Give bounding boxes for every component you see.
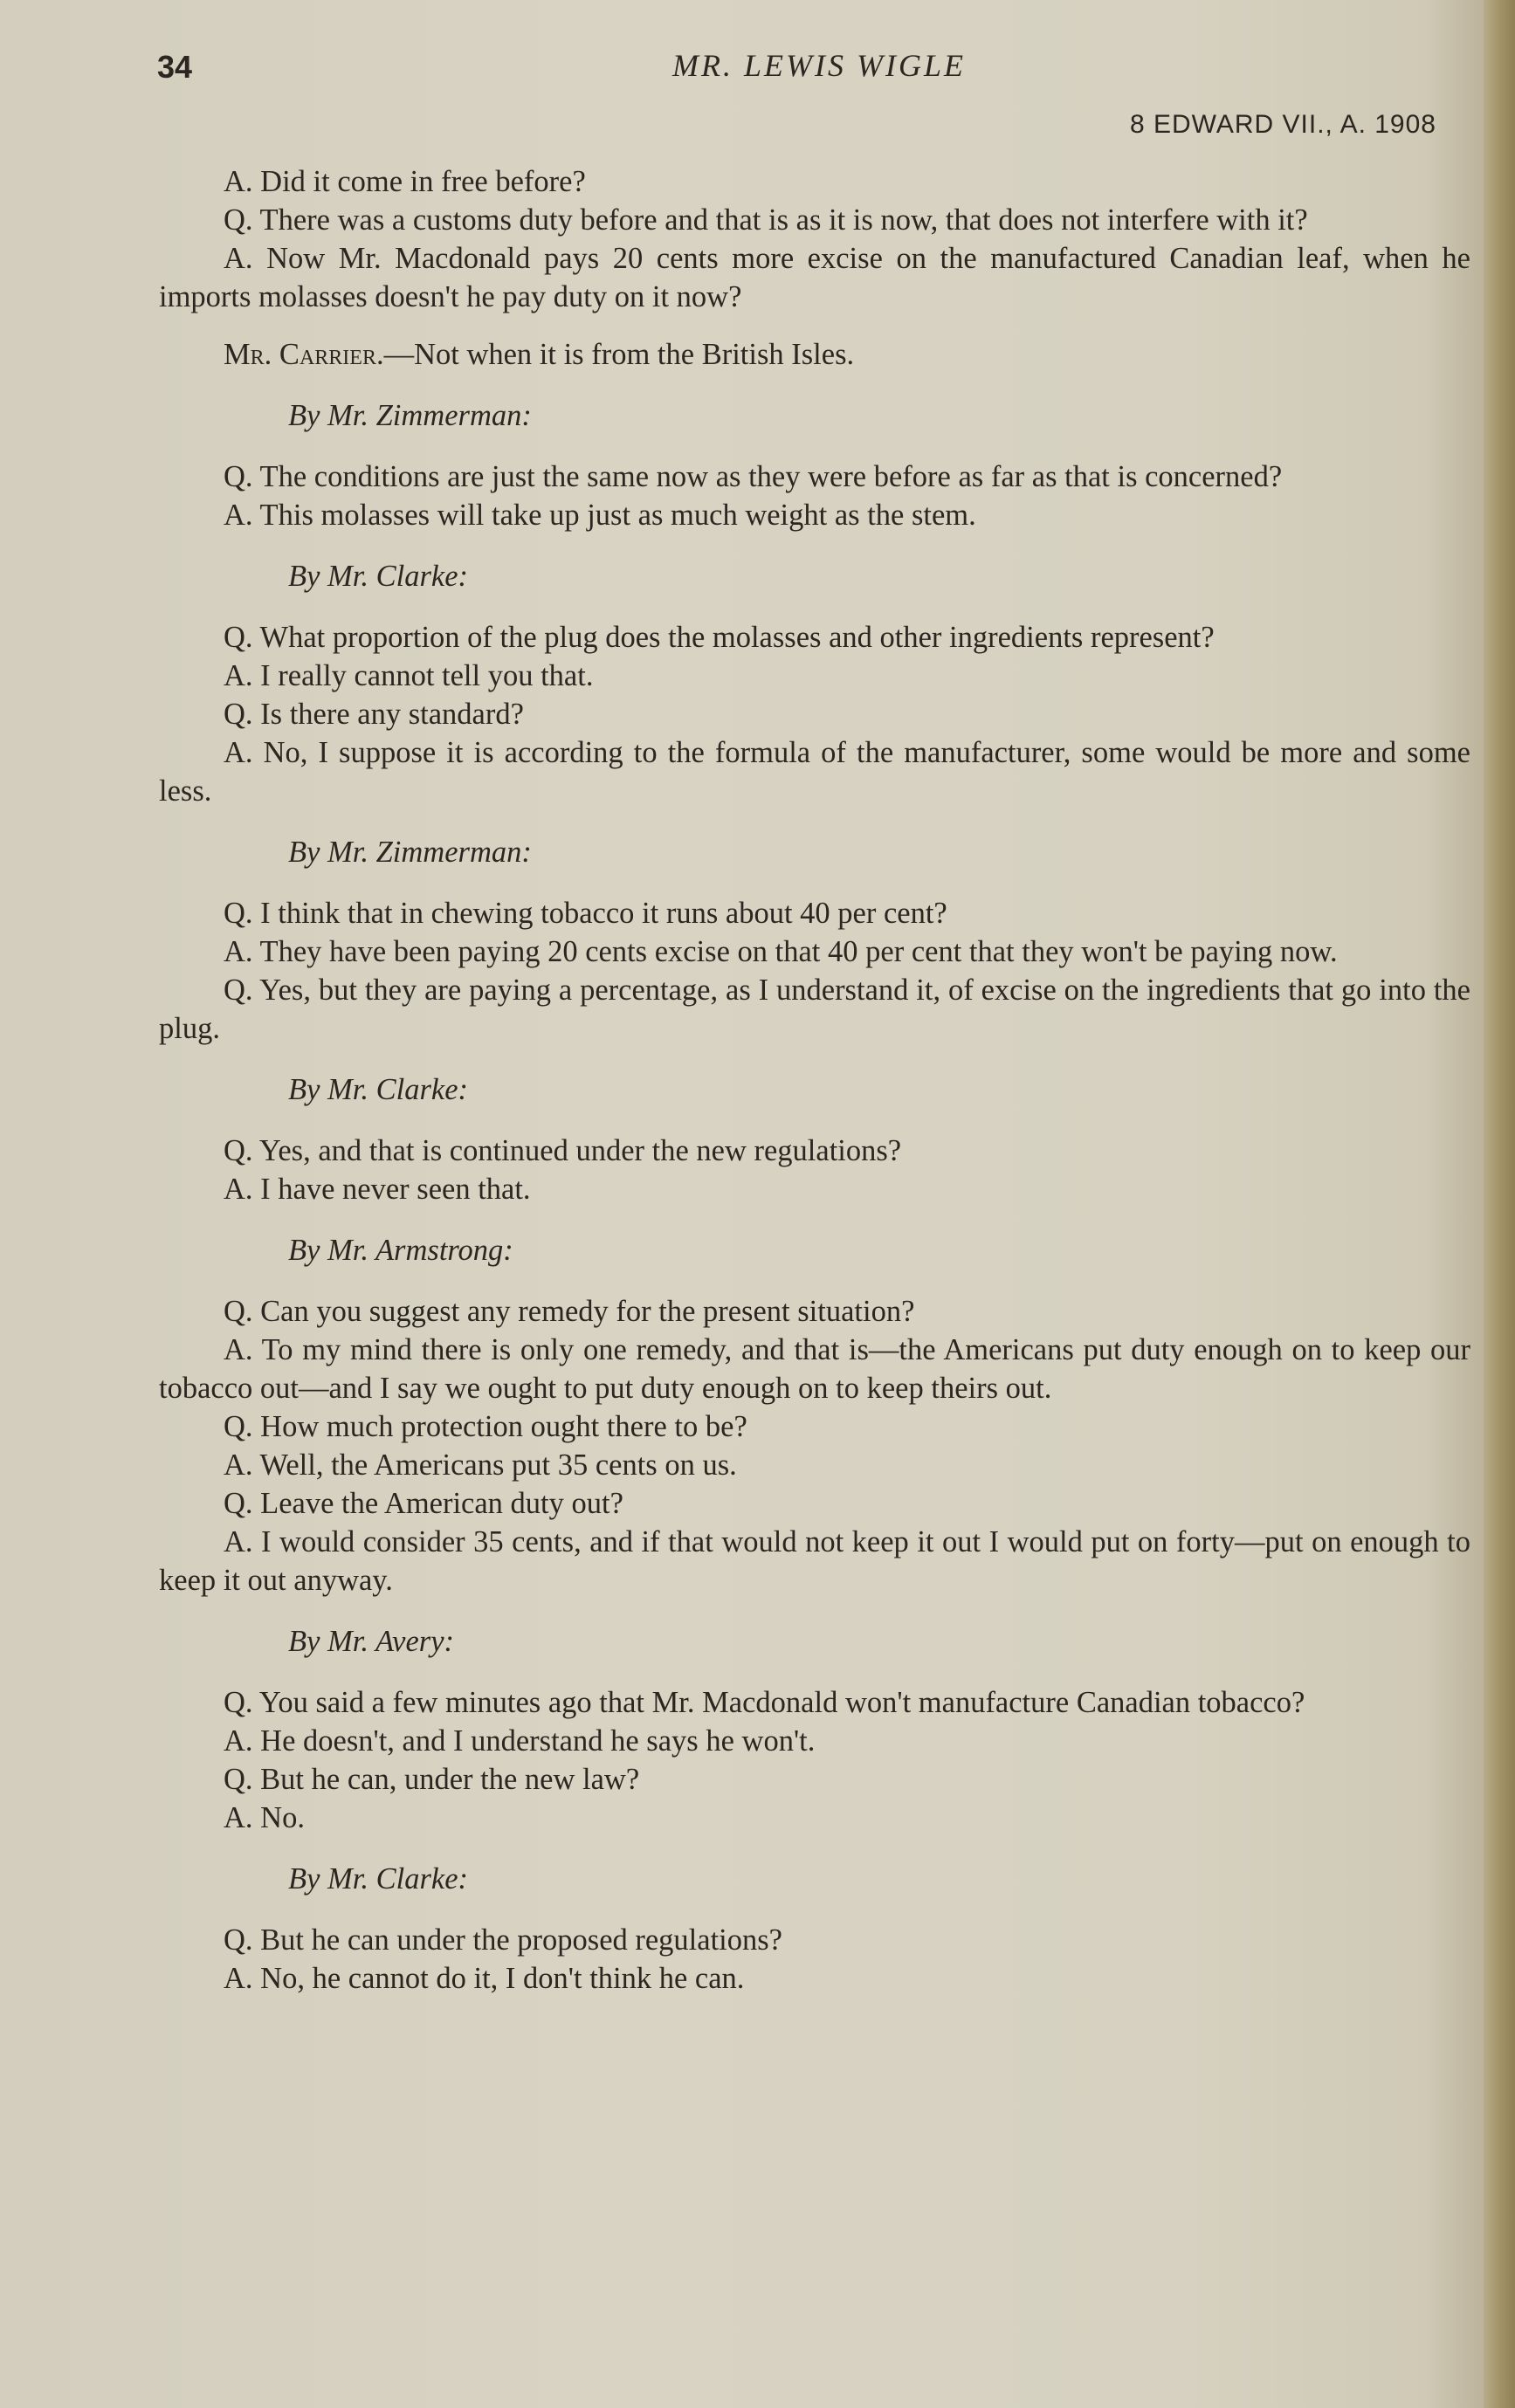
transcript-paragraph: Q. Leave the American duty out? — [224, 1487, 623, 1520]
transcript-paragraph: Q. But he can, under the new law? — [224, 1763, 640, 1796]
transcript-paragraph: A. Now Mr. Macdonald pays 20 cents more excise on the manufactured Canadian leaf, when he imports molasses doesn't he pay duty on it now? — [159, 242, 1470, 313]
transcript-paragraph: Q. There was a customs duty before and that is as it is now, that does not interfere with it? — [224, 203, 1308, 237]
transcript-paragraph: Q. How much protection ought there to be? — [224, 1410, 747, 1443]
speaker-name: Mr. Carrier. — [224, 338, 384, 371]
transcript-paragraph: Q. The conditions are just the same now as they were before as far as that is concerned? — [224, 460, 1283, 493]
running-head — [157, 45, 1476, 89]
transcript-paragraph: A. I have never seen that. — [224, 1173, 531, 1206]
examiner-heading: By Mr. Zimmerman: — [288, 836, 532, 869]
transcript-paragraph: A. I really cannot tell you that. — [224, 659, 594, 692]
examiner-heading: By Mr. Zimmerman: — [288, 399, 532, 432]
examiner-heading: By Mr. Armstrong: — [288, 1234, 513, 1267]
transcript-paragraph: A. I would consider 35 cents, and if that would not keep it out I would put on forty—put on enough to keep it out anyway. — [159, 1525, 1470, 1597]
transcript-paragraph: A. No. — [224, 1801, 305, 1834]
transcript-body — [159, 162, 1470, 1998]
transcript-paragraph: A. Well, the Americans put 35 cents on us. — [224, 1448, 737, 1482]
transcript-paragraph: Q. What proportion of the plug does the molasses and other ingredients represent? — [224, 621, 1215, 654]
transcript-paragraph: Q. You said a few minutes ago that Mr. Macdonald won't manufacture Canadian tobacco? — [224, 1686, 1305, 1719]
page-binding-edge — [1484, 0, 1515, 2408]
examiner-heading: By Mr. Clarke: — [288, 1862, 468, 1895]
transcript-paragraph: A. No, he cannot do it, I don't think he can. — [224, 1962, 745, 1995]
transcript-paragraph: Q. Yes, but they are paying a percentage, as I understand it, of excise on the ingredients that go into the plug. — [159, 974, 1470, 1045]
speaker-statement — [159, 335, 1470, 374]
examiner-heading: By Mr. Clarke: — [288, 1073, 468, 1106]
transcript-paragraph: A. He doesn't, and I understand he says he won't. — [224, 1724, 816, 1758]
transcript-paragraph: A. To my mind there is only one remedy, and that is—the Americans put duty enough on to keep our tobacco out—and I say we ought to put duty enough on to keep theirs out. — [159, 1333, 1470, 1405]
transcript-paragraph: Q. Can you suggest any remedy for the present situation? — [224, 1295, 915, 1328]
examiner-heading: By Mr. Avery: — [288, 1625, 455, 1658]
transcript-paragraph: Q. Yes, and that is continued under the new regulations? — [224, 1134, 902, 1167]
transcript-paragraph: Q. But he can under the proposed regulations? — [224, 1923, 782, 1957]
transcript-paragraph: A. No, I suppose it is according to the formula of the manufacturer, some would be more and some less. — [159, 736, 1470, 808]
running-title: MR. LEWIS WIGLE — [672, 48, 966, 83]
transcript-paragraph: Q. Is there any standard? — [224, 698, 524, 731]
examiner-heading: By Mr. Clarke: — [288, 560, 468, 593]
transcript-paragraph: A. This molasses will take up just as much weight as the stem. — [224, 499, 976, 532]
speaker-text: —Not when it is from the British Isles. — [383, 338, 855, 371]
page-number: 34 — [157, 49, 193, 85]
transcript-paragraph: A. They have been paying 20 cents excise on that 40 per cent that they won't be paying now. — [224, 935, 1338, 968]
transcript-paragraph: A. Did it come in free before? — [224, 165, 586, 198]
session-reference: 8 EDWARD VII., A. 1908 — [1129, 110, 1436, 139]
transcript-paragraph: Q. I think that in chewing tobacco it runs about 40 per cent? — [224, 897, 947, 930]
